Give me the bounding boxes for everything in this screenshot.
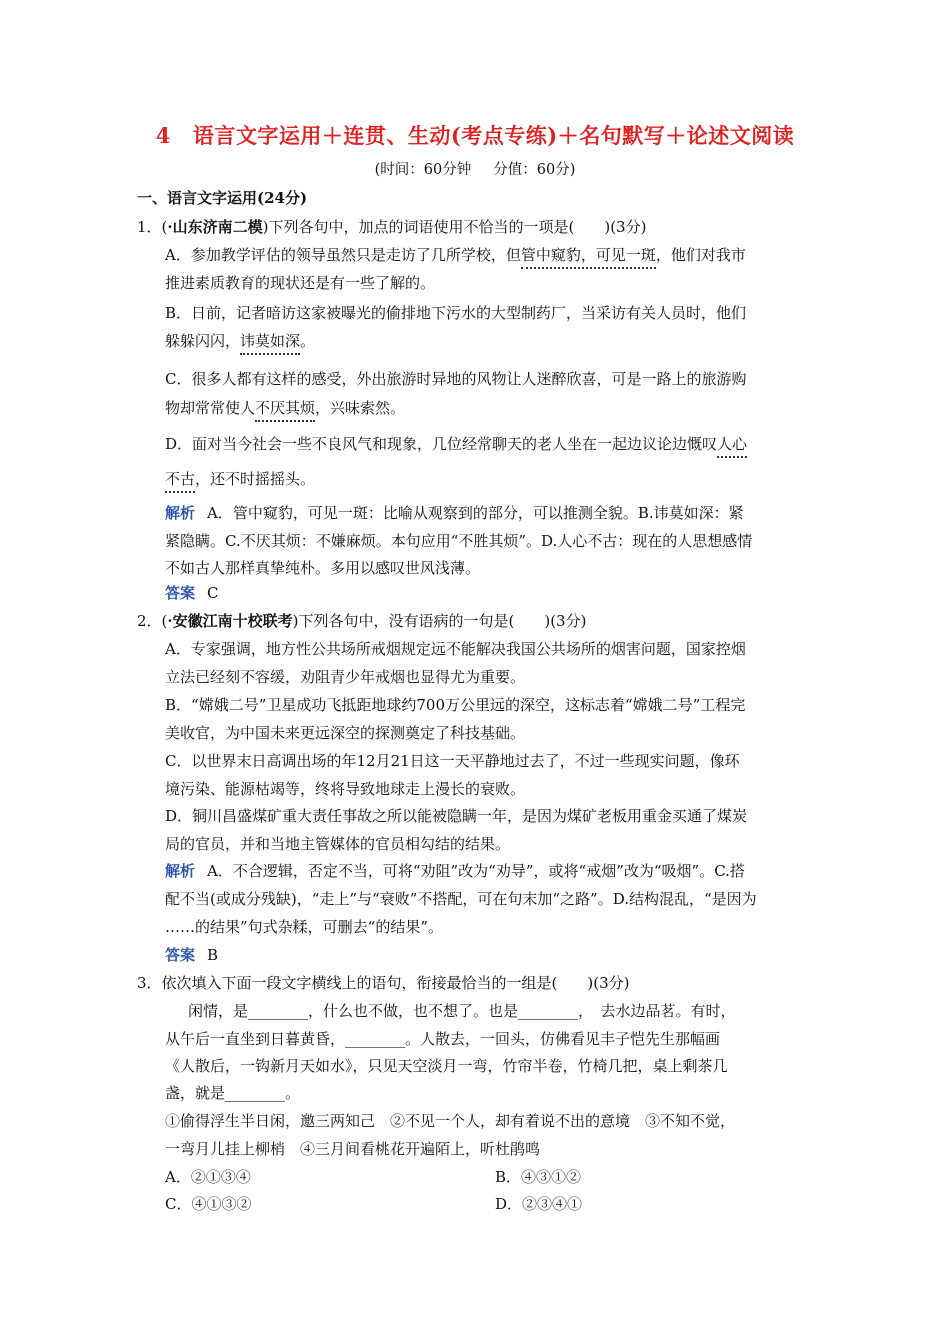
q3-sentences-line1: ①偷得浮生半日闲，邀三两知己 ②不见一个人，却有着说不出的意境 ③不知不觉，	[165, 1112, 736, 1130]
q2-option-d-line1: D．铜川昌盛煤矿重大责任事故之所以能被隐瞒一年，是因为煤矿老板用重金买通了煤炭	[165, 807, 748, 825]
q3-option-c: C．④①③②	[165, 1195, 252, 1213]
q1-option-c-line2: 物却常常使人不厌其烦，兴味索然。	[165, 401, 405, 416]
question-2-stem: 2．(·安徽江南十校联考)下列各句中，没有语病的一句是( )(3分)	[137, 612, 587, 630]
q2-option-c-line2: 境污染、能源枯竭等，终将导致地球走上漫长的衰败。	[165, 780, 526, 798]
q3-passage-line3: 《人散后，一钩新月天如水》，只见天空淡月一弯，竹帘半卷，竹椅几把，桌上剩茶几	[165, 1057, 728, 1075]
question-1-source: ·山东济南二模	[167, 218, 263, 236]
q2-answer	[165, 948, 218, 963]
dotted-term: 不厌其烦	[255, 399, 315, 422]
q1-option-a-line1: A．参加教学评估的领导虽然只是走访了几所学校，但管中窥豹，可见一斑，他们对我市	[165, 248, 746, 263]
dotted-term: 不古	[165, 470, 195, 493]
q1-option-d-line2: 不古，还不时摇摇头。	[165, 472, 315, 487]
q3-sentences-line2: 一弯月儿挂上柳梢 ④三月间看桃花开遍陌上，听杜鹃鸣	[165, 1140, 541, 1158]
page-title	[0, 120, 950, 150]
q1-option-b-line1: B．日前，记者暗访这家被曝光的偷排地下污水的大型制药厂，当采访有关人员时，他们	[165, 304, 747, 322]
q3-options-row2	[165, 1197, 582, 1212]
answer-label: 答案	[165, 584, 196, 602]
q2-option-b-line2: 美收官，为中国未来更远深空的探测奠定了科技基础。	[165, 724, 526, 742]
dotted-term: 讳莫如深	[240, 332, 300, 355]
question-1-stem: 1．(·山东济南二模)下列各句中，加点的词语使用不恰当的一项是( )(3分)	[137, 218, 647, 236]
analysis-label: 解析	[165, 504, 196, 522]
q3-option-d: D．②③④①	[495, 1195, 583, 1213]
q1-answer	[165, 586, 219, 601]
q3-passage-line1: 闲情，是________，什么也不做，也不想了。也是________， 去水边品茗。有时，	[188, 1002, 736, 1020]
q1-analysis-line3: 不如古人那样真挚纯朴。多用以感叹世风浅薄。	[165, 559, 481, 577]
answer-value: B	[207, 946, 219, 964]
q3-passage-line2: 从午后一直坐到日暮黄昏，________。人散去，一回头，仿佛看见丰子恺先生那幅画	[165, 1030, 721, 1048]
q1-option-c-line1: C．很多人都有这样的感受，外出旅游时异地的风物让人迷醉欣喜，可是一路上的旅游购	[165, 370, 747, 388]
title-text: 语言文字运用＋连贯、生动(考点专练)＋名句默写＋论述文阅读	[192, 123, 795, 148]
q3-options-row1	[165, 1170, 581, 1185]
answer-label: 答案	[165, 946, 196, 964]
q2-analysis-line2: 配不当(或成分残缺)，“走上”与“衰败”不搭配，可在句末加“之路”。D.结构混乱，“是因为	[165, 890, 757, 908]
question-3-stem: 3．依次填入下面一段文字横线上的语句，衔接最恰当的一组是( )(3分)	[137, 974, 630, 992]
q2-option-d-line2: 局的官员，并和当地主管媒体的官员相勾结的结果。	[165, 835, 511, 853]
section-heading: 一、语言文字运用(24分)	[137, 189, 308, 207]
q1-option-b-line2: 躲躲闪闪，讳莫如深。	[165, 334, 315, 349]
q2-option-a-line2: 立法已经刻不容缓，劝阻青少年戒烟也显得尤为重要。	[165, 668, 526, 686]
time-info: (时间：60分钟	[374, 162, 472, 178]
q1-analysis-line2: 紧隐瞒。C.不厌其烦：不嫌麻烦。本句应用“不胜其烦”。D.人心不古：现在的人思想感情	[165, 532, 753, 550]
q1-option-a-line2: 推进素质教育的现状还是有一些了解的。	[165, 274, 436, 292]
question-2-source: ·安徽江南十校联考	[167, 612, 293, 630]
q3-passage-line4: 盏，就是________。	[165, 1084, 301, 1102]
q1-option-d-line1: D．面对当今社会一些不良风气和现象，几位经常聊天的老人坐在一起边议论边慨叹人心	[165, 437, 747, 452]
q2-option-c-line1: C．以世界末日高调出场的年12月21日这一天平静地过去了，不过一些现实问题，像环	[165, 752, 740, 770]
q2-analysis-line1: 解析 A．不合逻辑，否定不当，可将“劝阻”改为“劝导”，或将“戒烟”改为“吸烟”。C.搭	[165, 862, 745, 880]
title-number: 4	[155, 123, 171, 148]
q1-analysis-line1: 解析 A．管中窥豹，可见一斑：比喻从观察到的部分，可以推测全貌。B.讳莫如深：紧	[165, 504, 744, 522]
q2-option-a-line1: A．专家强调，地方性公共场所戒烟规定远不能解决我国公共场所的烟害问题，国家控烟	[165, 640, 746, 658]
score-info: 分值：60分)	[493, 162, 576, 178]
q2-analysis-line3: ……的结果”句式杂糅，可删去“的结果”。	[165, 918, 444, 936]
q2-option-b-line1: B．“嫦娥二号”卫星成功飞抵距地球约700万公里远的深空，这标志着“嫦娥二号”工程完	[165, 696, 746, 714]
q3-option-b: B．④③①②	[495, 1168, 582, 1186]
dotted-term: 人心	[717, 435, 747, 458]
q3-option-a: A．②①③④	[165, 1168, 251, 1186]
answer-value: C	[207, 584, 219, 602]
time-score-info	[0, 158, 950, 179]
dotted-term: 管中窥豹，可见一斑	[521, 246, 656, 269]
analysis-label: 解析	[165, 862, 196, 880]
